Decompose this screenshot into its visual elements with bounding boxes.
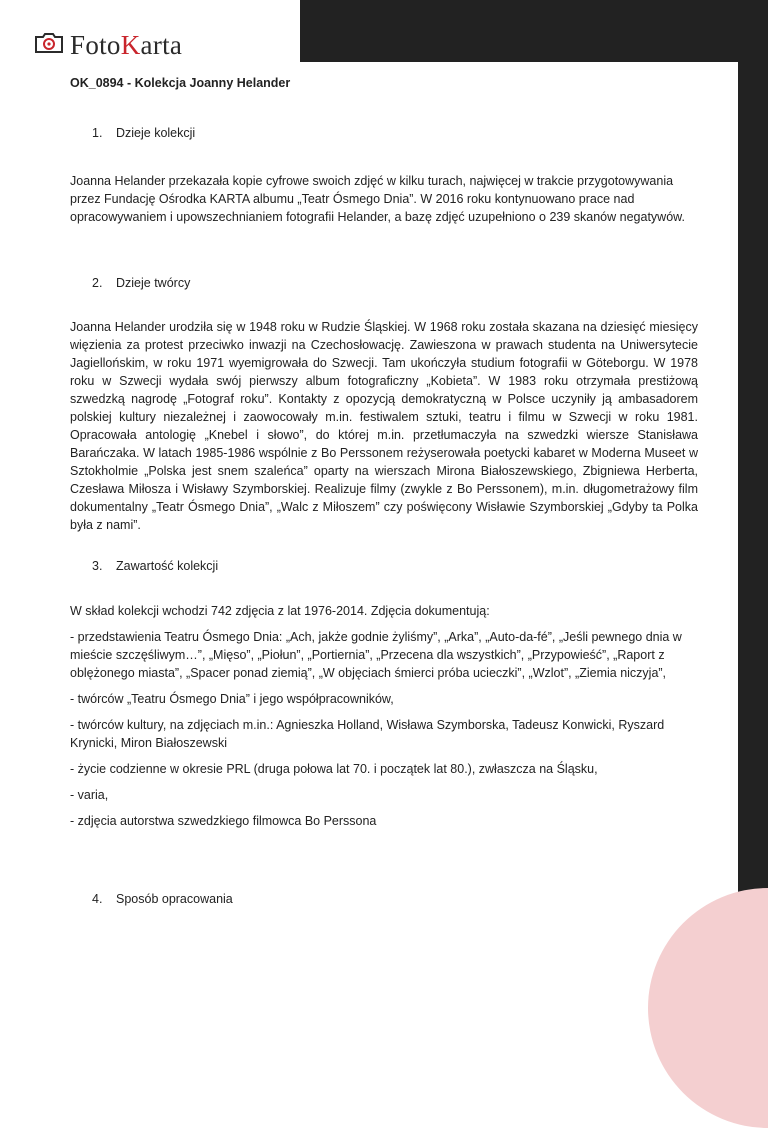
decorative-pink-circle xyxy=(648,888,768,1128)
logo xyxy=(34,30,182,61)
decorative-top-bar xyxy=(300,0,768,62)
section-heading-2: 2. Dzieje twórcy xyxy=(92,276,191,290)
section-1-text: Joanna Helander przekazała kopie cyfrowe swoich zdjęć w kilku turach, najwięcej w trakcie przygotowywania przez Fundację Ośrodka KARTA albumu „Teatr Ósmego Dnia”. W 2016 roku kontynuowano prace nad opracowywaniem i upowszechnianiem fotografii Helander, a bazę zdjęć uzupełniono o 239 skanów negatywów. xyxy=(70,174,685,224)
brand-name: FotoKarta xyxy=(70,30,183,60)
camera-icon xyxy=(34,31,64,60)
list-item: - zdjęcia autorstwa szwedzkiego filmowca Bo Perssona xyxy=(70,814,377,828)
section-3-intro: W skład kolekcji wchodzi 742 zdjęcia z lat 1976-2014. Zdjęcia dokumentują: xyxy=(70,604,490,618)
section-heading-1: 1. Dzieje kolekcji xyxy=(92,126,196,140)
section-heading-3: 3. Zawartość kolekcji xyxy=(92,559,219,573)
list-item: - varia, xyxy=(70,788,109,802)
list-item: - przedstawienia Teatru Ósmego Dnia: „Ach, jakże godnie żyliśmy”, „Arka”, „Auto-da-fé”, „Jeśli pewnego dnia w mieście szczęśliwym…”, „Mięso”, „Piołun”, „Portiernia”, „Przecena dla wszystkich”, „Przypowieść”, „Raport z oblężonego miasta”, „Spacer ponad ziemią”, „W objęciach śmierci próba ucieczki”, „Wzlot”, „Ziemia niczyja”, xyxy=(70,630,682,680)
list-item: - twórców „Teatru Ósmego Dnia” i jego współpracowników, xyxy=(70,692,394,706)
list-item: - życie codzienne w okresie PRL (druga połowa lat 70. i początek lat 80.), zwłaszcza na Śląsku, xyxy=(70,762,598,776)
document-title: OK_0894 - Kolekcja Joanny Helander xyxy=(70,76,291,90)
section-heading-4: 4. Sposób opracowania xyxy=(92,892,233,906)
list-item: - twórców kultury, na zdjęciach m.in.: Agnieszka Holland, Wisława Szymborska, Tadeusz Konwicki, Ryszard Krynicki, Miron Białoszewski xyxy=(70,718,665,750)
section-2-text: Joanna Helander urodziła się w 1948 roku w Rudzie Śląskiej. W 1968 roku została skazana na dziesięć miesięcy więzienia za protest przeciwko inwazji na Czechosłowację. Zawieszona w prawach studenta na Uniwersytecie Jagiellońskim, w roku 1971 wyemigrowała do Szwecji. Tam ukończyła studium fotografii w Göteborgu. W 1978 roku w Szwecji wydała swój pierwszy album fotograficzny „Kobieta”. W 1983 roku otrzymała prestiżową szwedzką nagrodę „Fotograf roku”. Kontakty z opozycją demokratyczną w Polsce uczyniły ją ambasadorem polskiej kultury niezależnej i zaowocowały m.in. festiwalem sztuki, teatru i filmu w Szwecji w roku 1981. Opracowała antologię „Knebel i słowo”, do której m.in. przetłumaczyła na szwedzki wiersze Stanisława Barańczaka. W latach 1985-1986 wspólnie z Bo Perssonem reżyserowała poetycki kabaret w Moderna Museet w Sztokholmie „Polska jest snem szaleńca” oparty na wierszach Mirona Białoszewskiego, Zbigniewa Herberta, Czesława Miłosza i Wisławy Szymborskiej. Realizuje filmy (zwykle z Bo Perssonem), m.in. długometrażowy film dokumentalny „Teatr Ósmego Dnia”, „Walc z Miłoszem” czy poświęcony Wisławie Szymborskiej „Gdyby ta Polka była z nami”. xyxy=(70,320,698,532)
decorative-right-bar xyxy=(738,0,768,994)
